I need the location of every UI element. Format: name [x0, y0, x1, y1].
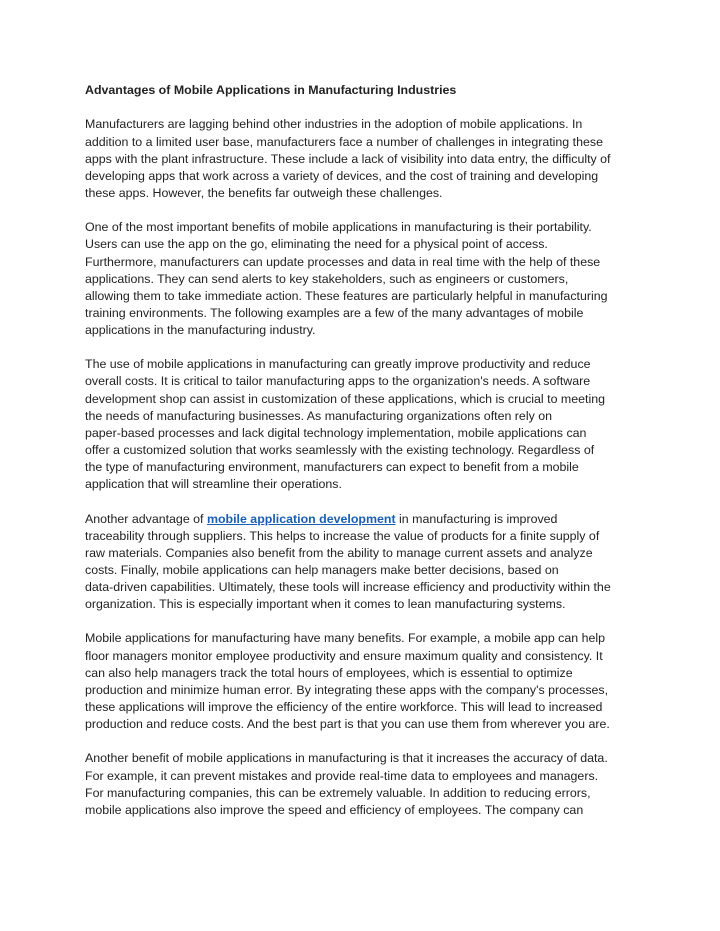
paragraph-5 — [85, 630, 637, 733]
text-line: Mobile applications for manufacturing have many benefits. For example, a mobile app can help — [85, 631, 606, 646]
text-line: these applications will improve the efficiency of the entire workforce. This will lead to increased — [85, 699, 603, 714]
text-line: One of the most important benefits of mobile applications in manufacturing is their portability. — [85, 220, 592, 235]
text-line: addition to a limited user base, manufacturers face a number of challenges in integrating these — [85, 134, 603, 149]
paragraph-6 — [85, 750, 637, 818]
text-line: applications in the manufacturing industry. — [85, 322, 316, 337]
text-line: floor managers monitor employee productivity and ensure maximum quality and consistency. It — [85, 648, 603, 663]
text-segment: Another advantage of — [85, 511, 207, 526]
text-line: production and minimize human error. By integrating these apps with the company's processes, — [85, 682, 609, 697]
text-line: For manufacturing companies, this can be extremely valuable. In addition to reducing errors, — [85, 785, 591, 800]
paragraph-3 — [85, 356, 637, 493]
text-line: Another benefit of mobile applications in manufacturing is that it increases the accuracy of data. — [85, 751, 608, 766]
text-line: can also help managers track the total hours of employees, which is essential to optimize — [85, 665, 573, 680]
text-line: mobile applications also improve the speed and efficiency of employees. The company can — [85, 802, 584, 817]
paragraph-2 — [85, 219, 637, 339]
text-segment: in manufacturing is improved — [395, 511, 558, 526]
document-title: Advantages of Mobile Applications in Manufacturing Industries — [85, 83, 457, 97]
text-line: the needs of manufacturing businesses. As manufacturing organizations often rely on — [85, 408, 552, 423]
text-line: data-driven capabilities. Ultimately, these tools will increase efficiency and productivity within the — [85, 579, 611, 594]
text-line: these apps. However, the benefits far outweigh these challenges. — [85, 185, 443, 200]
text-line: raw materials. Companies also benefit from the ability to manage current assets and analyze — [85, 545, 593, 560]
text-line: developing apps that work across a variety of devices, and the cost of training and developing — [85, 168, 599, 183]
text-line: production and reduce costs. And the best part is that you can use them from wherever you are. — [85, 716, 610, 731]
text-line: traceability through suppliers. This helps to increase the value of products for a finite supply of — [85, 528, 600, 543]
text-line: allowing them to take immediate action. These features are particularly helpful in manufacturing — [85, 288, 608, 303]
text-line: apps with the plant infrastructure. These include a lack of visibility into data entry, the difficulty of — [85, 151, 611, 166]
text-line: paper-based processes and lack digital technology implementation, mobile applications can — [85, 425, 587, 440]
paragraph-4 — [85, 511, 637, 614]
text-line: overall costs. It is critical to tailor manufacturing apps to the organization's needs. A software — [85, 374, 591, 389]
text-line: The use of mobile applications in manufacturing can greatly improve productivity and reduce — [85, 357, 591, 372]
mobile-application-development-link[interactable]: mobile application development — [206, 511, 396, 526]
text-line: organization. This is especially important when it comes to lean manufacturing systems. — [85, 597, 566, 611]
text-line: Furthermore, manufacturers can update processes and data in real time with the help of these — [85, 254, 601, 269]
text-line: Manufacturers are lagging behind other industries in the adoption of mobile applications. In — [85, 117, 583, 132]
text-line-with-link — [85, 511, 637, 528]
document-body — [85, 82, 637, 836]
text-line: training environments. The following examples are a few of the many advantages of mobile — [85, 305, 584, 320]
text-line: development shop can assist in customization of these applications, which is crucial to meeting — [85, 391, 605, 406]
text-line: costs. Finally, mobile applications can help managers make better decisions, based on — [85, 562, 559, 577]
text-line: Users can use the app on the go, eliminating the need for a physical point of access. — [85, 237, 548, 252]
text-line: the type of manufacturing environment, manufacturers can expect to benefit from a mobile — [85, 459, 579, 474]
text-line: application that will streamline their operations. — [85, 477, 342, 492]
text-line: offer a customized solution that works seamlessly with the existing technology. Regardless of — [85, 442, 595, 457]
text-line: For example, it can prevent mistakes and provide real-time data to employees and managers. — [85, 768, 599, 783]
paragraph-1 — [85, 116, 637, 201]
text-line: applications. They can send alerts to key stakeholders, such as engineers or customers, — [85, 271, 569, 286]
